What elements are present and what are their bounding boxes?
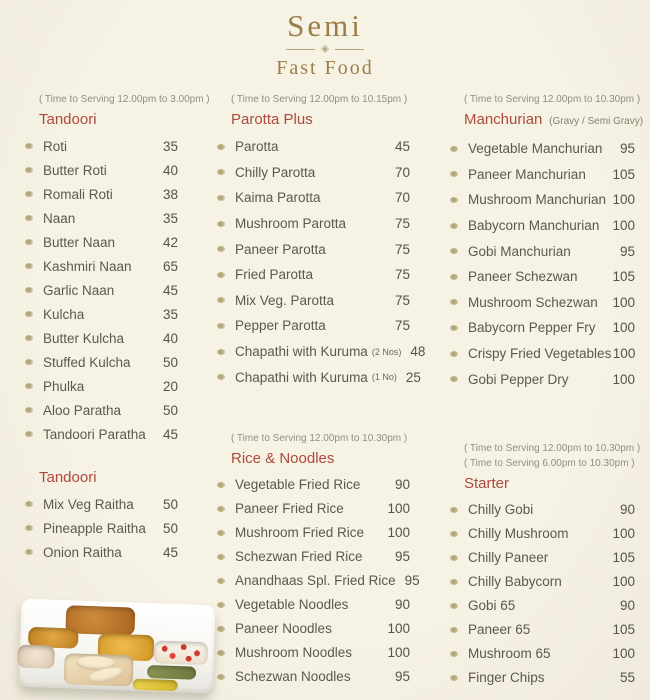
item-name: Chapathi with Kuruma [235, 369, 368, 385]
leaf-bullet-icon [25, 383, 33, 389]
item-price: 100 [612, 646, 635, 662]
item-name: Tandoori Paratha [43, 426, 146, 442]
item-name: Mushroom 65 [468, 646, 551, 662]
section-times [450, 442, 641, 470]
section-title: Manchurian [464, 111, 543, 128]
leaf-bullet-icon [25, 215, 33, 221]
item-name: Mushroom Manchurian [468, 192, 607, 208]
item-price: 25 [405, 369, 421, 385]
menu-item-row [25, 350, 178, 374]
leaf-bullet-icon [25, 501, 33, 507]
item-price: 35 [162, 138, 178, 154]
leaf-bullet-icon [217, 272, 225, 278]
menu-item-row [450, 341, 635, 367]
item-note: (2 Nos) [371, 346, 402, 357]
item-price: 75 [394, 241, 410, 257]
item-note: (1 No) [371, 372, 397, 383]
menu-item-row [217, 185, 410, 211]
leaf-bullet-icon [25, 311, 33, 317]
item-price: 100 [387, 645, 410, 661]
section-title: Rice & Noodles [231, 449, 335, 467]
item-name: Finger Chips [468, 670, 545, 686]
divider-line-left [286, 49, 315, 50]
leaf-bullet-icon [217, 246, 225, 252]
menu-item-row [217, 288, 410, 314]
section-items [450, 498, 635, 690]
item-price: 95 [619, 141, 635, 157]
leaf-bullet-icon [217, 554, 225, 560]
menu-item-row [25, 302, 178, 326]
item-price: 50 [162, 354, 178, 370]
item-price: 100 [387, 621, 410, 637]
leaf-bullet-icon [450, 376, 458, 382]
item-name: Parotta [235, 139, 279, 155]
leaf-bullet-icon [450, 197, 458, 203]
menu-item-row [217, 262, 410, 288]
leaf-bullet-icon [217, 506, 225, 512]
menu-item-row [25, 398, 178, 422]
menu-section [450, 442, 641, 690]
menu-item-row [450, 570, 635, 594]
item-price: 50 [162, 402, 178, 418]
item-price: 70 [394, 164, 410, 180]
leaf-bullet-icon [25, 407, 33, 413]
section-items [25, 134, 178, 446]
menu-item-row [25, 158, 178, 182]
menu-item-row [450, 264, 635, 290]
menu-item-row [217, 641, 410, 665]
leaf-bullet-icon [217, 169, 225, 175]
item-name: Butter Naan [43, 234, 116, 250]
menu-item-row [25, 374, 178, 398]
menu-item-row [217, 313, 410, 339]
item-price: 90 [394, 597, 410, 613]
item-price: 75 [394, 216, 410, 232]
leaf-bullet-icon [217, 602, 225, 608]
leaf-bullet-icon [450, 603, 458, 609]
item-price: 45 [162, 544, 178, 560]
leaf-bullet-icon [25, 549, 33, 555]
leaf-bullet-icon [25, 335, 33, 341]
item-price: 50 [162, 520, 178, 536]
leaf-bullet-icon [450, 531, 458, 537]
tray-pale-dish [17, 644, 55, 668]
leaf-bullet-icon [217, 323, 225, 329]
leaf-bullet-icon [25, 287, 33, 293]
item-price: 95 [394, 549, 410, 565]
item-price: 35 [162, 306, 178, 322]
brand-subtitle: Fast Food [276, 57, 374, 79]
item-name: Chilly Gobi [468, 502, 534, 518]
section-subtitle: (Gravy / Semi Gravy) [546, 116, 644, 127]
leaf-bullet-icon [450, 651, 458, 657]
serving-time: ( Time to Serving 12.00pm to 10.30pm ) [464, 94, 641, 105]
menu-item-row [450, 666, 635, 690]
menu-item-row [25, 326, 178, 350]
menu-item-row [25, 134, 178, 158]
leaf-bullet-icon [217, 221, 225, 227]
item-price: 90 [619, 502, 635, 518]
menu-item-row [450, 136, 635, 162]
item-name: Onion Raitha [43, 544, 122, 560]
menu-item-row [217, 569, 420, 593]
leaf-bullet-icon [25, 359, 33, 365]
leaf-bullet-icon [450, 325, 458, 331]
leaf-bullet-icon [217, 530, 225, 536]
item-price: 100 [612, 192, 635, 208]
leaf-bullet-icon [25, 191, 33, 197]
serving-time: ( Time to Serving 12.00pm to 10.30pm ) [231, 432, 408, 444]
menu-item-row [217, 617, 410, 641]
leaf-bullet-icon [450, 555, 458, 561]
section-items [217, 473, 420, 689]
menu-column-right [450, 93, 644, 690]
menu-item-row [25, 492, 178, 516]
menu-item-row [25, 540, 178, 564]
item-price: 45 [394, 139, 410, 155]
menu-item-row [25, 254, 178, 278]
item-price: 45 [162, 282, 178, 298]
menu-item-row [217, 364, 421, 390]
leaf-bullet-icon [450, 248, 458, 254]
brand-title: Semi [287, 8, 363, 43]
item-price: 105 [612, 166, 635, 182]
section-times [217, 432, 410, 445]
item-name: Chilly Mushroom [468, 526, 569, 542]
item-name: Chilly Babycorn [468, 574, 562, 590]
leaf-bullet-icon [450, 146, 458, 152]
tray [19, 599, 216, 694]
item-name: Garlic Naan [43, 282, 115, 298]
item-price: 95 [394, 669, 410, 685]
menu-item-row [25, 422, 178, 446]
leaf-bullet-icon [450, 675, 458, 681]
item-name: Roti [43, 138, 68, 154]
item-price: 100 [387, 501, 410, 517]
menu-column-middle [217, 93, 426, 689]
menu-section [217, 93, 426, 390]
menu-item-row [25, 516, 178, 540]
item-price: 38 [162, 186, 178, 202]
item-name: Mix Veg Raitha [43, 496, 134, 512]
item-price: 48 [410, 344, 426, 360]
section-items [25, 492, 178, 564]
menu-item-row [450, 213, 635, 239]
menu-item-row [450, 366, 635, 392]
leaf-bullet-icon [217, 349, 225, 355]
item-name: Babycorn Pepper Fry [468, 320, 596, 336]
section-times [217, 93, 410, 106]
leaf-bullet-icon [450, 507, 458, 513]
item-price: 40 [162, 162, 178, 178]
item-name: Gobi Manchurian [468, 243, 571, 259]
item-name: Naan [43, 210, 76, 226]
leaf-bullet-icon [450, 579, 458, 585]
menu-item-row [25, 206, 178, 230]
menu-item-row [450, 315, 635, 341]
item-name: Pepper Parotta [235, 318, 326, 334]
leaf-bullet-icon [25, 525, 33, 531]
serving-time: ( Time to Serving 6.00pm to 10.30pm ) [464, 457, 635, 469]
menu-item-row [25, 230, 178, 254]
tray-green-chutney [147, 665, 196, 680]
item-price: 42 [162, 234, 178, 250]
menu-item-row [217, 134, 410, 160]
item-name: Paneer Schezwan [468, 269, 578, 285]
item-name: Paneer 65 [468, 622, 531, 638]
tray-breads [63, 653, 134, 687]
item-price: 75 [394, 292, 410, 308]
menu-item-row [450, 594, 635, 618]
item-name: Crispy Fried Vegetables [468, 346, 612, 362]
item-name: Gobi 65 [468, 598, 516, 614]
item-name: Mix Veg. Parotta [235, 292, 335, 308]
divider-line-right [335, 49, 364, 50]
brand-header [0, 10, 650, 79]
item-name: Fried Parotta [235, 267, 314, 283]
leaf-bullet-icon [217, 374, 225, 380]
brand-divider [0, 46, 650, 52]
menu-item-row [450, 642, 635, 666]
item-price: 95 [619, 243, 635, 259]
item-name: Vegetable Fried Rice [235, 477, 361, 493]
item-price: 100 [612, 526, 635, 542]
serving-time: ( Time to Serving 12.00pm to 3.00pm ) [39, 94, 210, 105]
menu-section [25, 468, 178, 564]
item-name: Babycorn Manchurian [468, 218, 600, 234]
menu-item-row [450, 546, 635, 570]
leaf-bullet-icon [217, 482, 225, 488]
menu-item-row [450, 618, 635, 642]
menu-item-row [25, 182, 178, 206]
item-price: 105 [612, 622, 635, 638]
tray-dal [133, 678, 178, 691]
item-name: Chapathi with Kuruma [235, 344, 368, 360]
item-name: Schezwan Fried Rice [235, 549, 363, 565]
leaf-bullet-icon [450, 351, 458, 357]
leaf-bullet-icon [450, 274, 458, 280]
item-name: Paneer Fried Rice [235, 501, 344, 517]
menu-item-row [217, 593, 410, 617]
leaf-bullet-icon [450, 627, 458, 633]
leaf-bullet-icon [25, 167, 33, 173]
item-price: 95 [404, 573, 420, 589]
tray-salad [153, 640, 208, 665]
item-price: 100 [387, 525, 410, 541]
menu-section [450, 93, 644, 392]
item-price: 90 [619, 598, 635, 614]
item-name: Butter Kulcha [43, 330, 125, 346]
item-price: 45 [162, 426, 178, 442]
item-price: 105 [612, 550, 635, 566]
serving-time: ( Time to Serving 12.00pm to 10.30pm ) [464, 442, 641, 454]
item-price: 100 [612, 371, 635, 387]
item-name: Mushroom Fried Rice [235, 525, 365, 541]
leaf-bullet-icon [217, 674, 225, 680]
item-name: Kaima Parotta [235, 190, 321, 206]
leaf-bullet-icon [217, 578, 225, 584]
leaf-bullet-icon [25, 143, 33, 149]
menu-item-row [450, 498, 635, 522]
menu-item-row [217, 160, 410, 186]
food-tray-photo [0, 578, 218, 700]
menu-item-row [25, 278, 178, 302]
item-name: Mushroom Noodles [235, 645, 353, 661]
item-price: 70 [394, 190, 410, 206]
menu-item-row [217, 473, 410, 497]
item-name: Chilly Parotta [235, 164, 316, 180]
item-name: Pineapple Raitha [43, 520, 146, 536]
menu-item-row [450, 187, 635, 213]
item-price: 100 [612, 294, 635, 310]
item-name: Stuffed Kulcha [43, 354, 131, 370]
item-name: Aloo Paratha [43, 402, 122, 418]
leaf-bullet-icon [450, 299, 458, 305]
leaf-bullet-icon [217, 626, 225, 632]
section-title: Starter [464, 474, 510, 492]
item-price: 100 [612, 346, 636, 362]
menu-section [25, 93, 210, 446]
item-price: 65 [162, 258, 178, 274]
menu-item-row [217, 211, 410, 237]
menu-item-row [217, 236, 410, 262]
section-items [450, 136, 635, 392]
item-price: 100 [612, 574, 635, 590]
item-name: Romali Roti [43, 186, 113, 202]
menu-item-row [217, 497, 410, 521]
section-title: Tandoori [39, 469, 97, 486]
menu-item-row [217, 339, 426, 365]
leaf-bullet-icon [25, 239, 33, 245]
item-name: Schezwan Noodles [235, 669, 351, 685]
menu-column-left [25, 93, 210, 564]
leaf-bullet-icon [217, 297, 225, 303]
menu-item-row [217, 545, 410, 569]
item-name: Vegetable Noodles [235, 597, 349, 613]
item-price: 35 [162, 210, 178, 226]
item-price: 100 [612, 320, 635, 336]
item-name: Butter Roti [43, 162, 107, 178]
item-name: Paneer Manchurian [468, 166, 586, 182]
item-price: 75 [394, 318, 410, 334]
item-name: Kulcha [43, 306, 85, 322]
item-name: Mushroom Parotta [235, 216, 347, 232]
menu-item-row [217, 665, 410, 689]
item-name: Chilly Paneer [468, 550, 549, 566]
item-name: Mushroom Schezwan [468, 294, 598, 310]
section-items [217, 134, 426, 390]
leaf-bullet-icon [25, 431, 33, 437]
item-price: 100 [612, 218, 635, 234]
section-title: Tandoori [39, 111, 97, 128]
section-times [450, 93, 641, 106]
item-name: Phulka [43, 378, 85, 394]
leaf-bullet-icon [25, 263, 33, 269]
serving-time: ( Time to Serving 12.00pm to 10.15pm ) [231, 94, 408, 105]
item-name: Kashmiri Naan [43, 258, 132, 274]
item-name: Vegetable Manchurian [468, 141, 603, 157]
menu-item-row [217, 521, 410, 545]
item-name: Gobi Pepper Dry [468, 371, 569, 387]
menu-item-row [450, 238, 635, 264]
item-name: Paneer Parotta [235, 241, 326, 257]
leaf-bullet-icon [217, 195, 225, 201]
menu-item-row [450, 290, 635, 316]
section-title: Parotta Plus [231, 111, 313, 128]
section-times [25, 93, 210, 106]
item-price: 50 [162, 496, 178, 512]
leaf-bullet-icon [450, 223, 458, 229]
item-name: Paneer Noodles [235, 621, 332, 637]
item-price: 20 [162, 378, 178, 394]
menu-item-row [450, 162, 635, 188]
item-price: 75 [394, 267, 410, 283]
menu-section [217, 432, 420, 689]
rosette-icon [321, 45, 329, 53]
item-price: 55 [619, 670, 635, 686]
menu-item-row [450, 522, 635, 546]
leaf-bullet-icon [217, 144, 225, 150]
item-price: 40 [162, 330, 178, 346]
item-price: 105 [612, 269, 635, 285]
leaf-bullet-icon [450, 171, 458, 177]
item-price: 90 [394, 477, 410, 493]
item-name: Anandhaas Spl. Fried Rice [235, 573, 396, 589]
leaf-bullet-icon [217, 650, 225, 656]
